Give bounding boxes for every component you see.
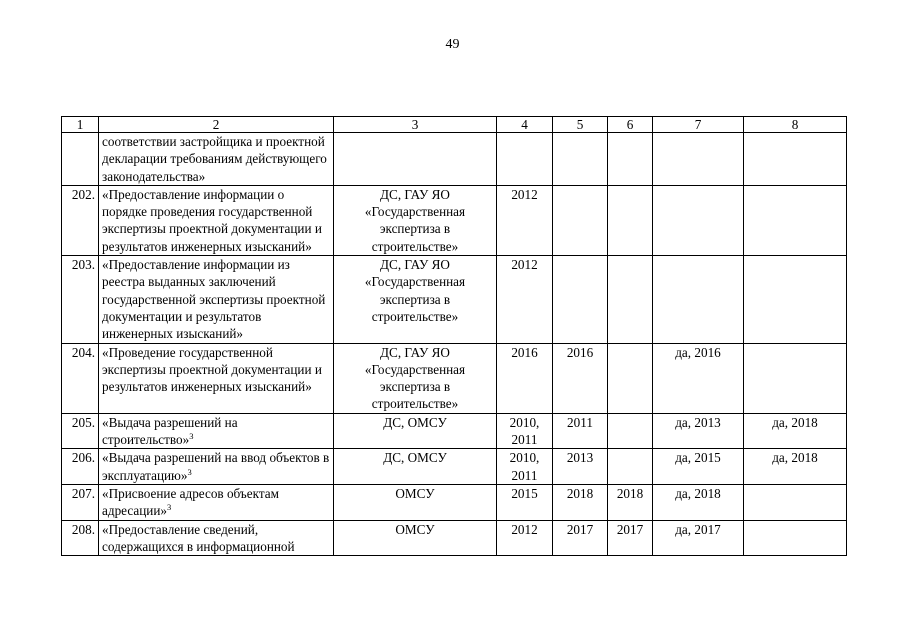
column-7-value bbox=[653, 484, 744, 520]
executor-text: ОМСУ bbox=[395, 485, 435, 501]
column-5-value bbox=[553, 413, 608, 449]
column-4-value bbox=[497, 343, 553, 413]
executor-text: ДС, ОМСУ bbox=[383, 414, 447, 430]
header-cell-3: 3 bbox=[334, 117, 497, 133]
column-8-value bbox=[744, 413, 847, 449]
column-5-value-text: 2011 bbox=[567, 414, 593, 430]
column-4-value bbox=[497, 449, 553, 485]
table-row bbox=[62, 484, 847, 520]
column-4-value bbox=[497, 256, 553, 343]
column-4-value-text: 2010, 2011 bbox=[509, 450, 540, 483]
row-number-text: 205. bbox=[71, 414, 95, 430]
column-5-value bbox=[553, 185, 608, 255]
services-table bbox=[61, 116, 847, 556]
table-row bbox=[62, 343, 847, 413]
executor-text: ДС, ГАУ ЯО «Государственная экспертиза в строительстве» bbox=[364, 257, 466, 324]
footnote-marker: 3 bbox=[187, 466, 192, 477]
column-4-value-text: 2012 bbox=[511, 521, 538, 537]
column-7-value bbox=[653, 185, 744, 255]
column-4-value bbox=[497, 185, 553, 255]
column-5-value bbox=[553, 449, 608, 485]
header-cell-8: 8 bbox=[744, 117, 847, 133]
column-5-value-text: 2017 bbox=[566, 521, 594, 537]
table-row bbox=[62, 449, 847, 485]
column-6-value bbox=[608, 133, 653, 186]
header-cell-1: 1 bbox=[62, 117, 99, 133]
column-4-value bbox=[497, 520, 553, 556]
table-row bbox=[62, 520, 847, 556]
column-8-value bbox=[744, 343, 847, 413]
footnote-marker: 3 bbox=[166, 502, 172, 513]
column-7-value bbox=[653, 256, 744, 343]
service-name-text: «Проведение государственной экспертизы проектной документации и результатов инженерных изысканий» bbox=[102, 344, 322, 395]
executor-text: ДС, ОМСУ bbox=[383, 450, 447, 466]
column-6-value-text: 2018 bbox=[616, 485, 644, 501]
footnote-marker: 3 bbox=[189, 431, 194, 442]
column-5-value bbox=[553, 484, 608, 520]
column-5-value-text: 2016 bbox=[566, 344, 594, 360]
column-7-value bbox=[653, 449, 744, 485]
row-number bbox=[62, 185, 99, 255]
column-8-value bbox=[744, 256, 847, 343]
service-name-text: «Присвоение адресов объектам адресации» bbox=[102, 485, 279, 519]
column-5-value bbox=[553, 133, 608, 186]
executor bbox=[334, 133, 497, 186]
row-number bbox=[62, 133, 99, 186]
column-5-value-text: 2018 bbox=[566, 485, 594, 501]
service-name-text: «Выдача разрешений на строительство» bbox=[102, 414, 238, 448]
column-6-value bbox=[608, 185, 653, 255]
row-number-text: 202. bbox=[71, 186, 95, 202]
header-cell-7: 7 bbox=[653, 117, 744, 133]
header-cell-4: 4 bbox=[497, 117, 553, 133]
table-row bbox=[62, 185, 847, 255]
row-number bbox=[62, 520, 99, 556]
column-8-value-text: да, 2018 bbox=[772, 414, 818, 430]
column-7-value bbox=[653, 520, 744, 556]
column-6-value bbox=[608, 256, 653, 343]
service-name bbox=[99, 185, 334, 255]
row-number bbox=[62, 413, 99, 449]
row-number bbox=[62, 343, 99, 413]
header-row bbox=[62, 117, 847, 133]
row-number-text: 206. bbox=[71, 450, 95, 466]
executor bbox=[334, 185, 497, 255]
executor bbox=[334, 484, 497, 520]
service-name bbox=[99, 484, 334, 520]
column-7-value bbox=[653, 133, 744, 186]
executor-text: ДС, ГАУ ЯО «Государственная экспертиза в строительстве» bbox=[364, 344, 466, 412]
column-7-value-text: да, 2015 bbox=[675, 450, 721, 466]
column-7-value bbox=[653, 343, 744, 413]
column-7-value-text: да, 2013 bbox=[675, 414, 721, 430]
column-6-value bbox=[608, 484, 653, 520]
executor bbox=[334, 343, 497, 413]
column-5-value bbox=[553, 256, 608, 343]
column-6-value bbox=[608, 520, 653, 556]
executor bbox=[334, 520, 497, 556]
column-8-value bbox=[744, 185, 847, 255]
service-name-text: «Предоставление информации о порядке проведения государственной экспертизы проектной документации и результатов инженерных изысканий» bbox=[102, 186, 322, 254]
column-8-value bbox=[744, 520, 847, 556]
column-7-value bbox=[653, 413, 744, 449]
row-number-text: 208. bbox=[71, 521, 95, 537]
row-number bbox=[62, 484, 99, 520]
service-name-text: «Предоставление информации из реестра выданных заключений государственной экспертизы проектной документации и результатов инженерных изысканий» bbox=[102, 257, 326, 342]
column-6-value bbox=[608, 343, 653, 413]
executor-text: ДС, ГАУ ЯО «Государственная экспертиза в строительстве» bbox=[364, 186, 466, 254]
service-name bbox=[99, 413, 334, 449]
executor bbox=[334, 256, 497, 343]
column-8-value bbox=[744, 133, 847, 186]
column-4-value-text: 2015 bbox=[511, 485, 538, 501]
column-8-value bbox=[744, 449, 847, 485]
column-5-value-text: 2013 bbox=[566, 450, 594, 466]
table-row bbox=[62, 133, 847, 186]
header-cell-5: 5 bbox=[553, 117, 608, 133]
column-7-value-text: да, 2018 bbox=[675, 485, 721, 501]
executor-text: ОМСУ bbox=[395, 521, 435, 537]
column-4-value-text: 2016 bbox=[511, 344, 538, 360]
executor bbox=[334, 413, 497, 449]
column-5-value bbox=[553, 343, 608, 413]
header-cell-2: 2 bbox=[99, 117, 334, 133]
column-4-value-text: 2012 bbox=[511, 186, 538, 202]
service-name bbox=[99, 256, 334, 343]
column-4-value bbox=[497, 133, 553, 186]
table-row bbox=[62, 256, 847, 343]
row-number bbox=[62, 256, 99, 343]
service-name-text: соответствии застройщика и проектной декларации требованиям действующего законодательства» bbox=[102, 134, 327, 184]
service-name bbox=[99, 343, 334, 413]
row-number-text: 204. bbox=[71, 344, 95, 360]
row-number-text: 207. bbox=[71, 485, 95, 501]
column-4-value-text: 2012 bbox=[511, 257, 538, 273]
row-number bbox=[62, 449, 99, 485]
service-name-text: «Предоставление сведений, содержащихся в информационной bbox=[102, 521, 295, 554]
column-4-value-text: 2010, 2011 bbox=[509, 414, 540, 448]
page-number: 49 bbox=[445, 37, 460, 52]
service-name-text: «Выдача разрешений на ввод объектов в эксплуатацию» bbox=[102, 450, 330, 483]
column-6-value bbox=[608, 449, 653, 485]
column-5-value bbox=[553, 520, 608, 556]
column-4-value bbox=[497, 484, 553, 520]
executor bbox=[334, 449, 497, 485]
column-7-value-text: да, 2016 bbox=[675, 344, 721, 360]
row-number-text: 203. bbox=[71, 257, 95, 273]
column-8-value bbox=[744, 484, 847, 520]
column-4-value bbox=[497, 413, 553, 449]
column-8-value-text: да, 2018 bbox=[772, 450, 818, 466]
service-name bbox=[99, 133, 334, 186]
header-cell-6: 6 bbox=[608, 117, 653, 133]
table-row bbox=[62, 413, 847, 449]
service-name bbox=[99, 520, 334, 556]
column-7-value-text: да, 2017 bbox=[675, 521, 721, 537]
service-name bbox=[99, 449, 334, 485]
column-6-value bbox=[608, 413, 653, 449]
column-6-value-text: 2017 bbox=[616, 521, 644, 537]
